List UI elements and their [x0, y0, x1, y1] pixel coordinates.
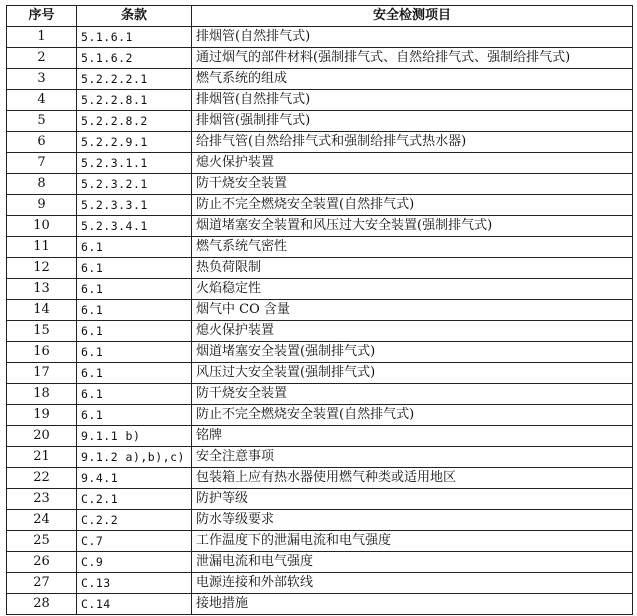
row-test-item: 防干烧安全装置 [192, 174, 633, 195]
row-clause: 5.2.2.9.1 [77, 132, 192, 153]
row-number: 9 [7, 195, 77, 216]
row-clause: 6.1 [77, 363, 192, 384]
row-clause: 5.2.3.4.1 [77, 216, 192, 237]
table-row [7, 468, 633, 489]
row-number: 7 [7, 153, 77, 174]
row-clause: 5.1.6.2 [77, 48, 192, 69]
row-number: 10 [7, 216, 77, 237]
table-row [7, 300, 633, 321]
row-clause: 5.2.3.1.1 [77, 153, 192, 174]
table-row [7, 174, 633, 195]
row-test-item: 防干烧安全装置 [192, 384, 633, 405]
row-number: 1 [7, 27, 77, 48]
row-clause: 6.1 [77, 342, 192, 363]
row-clause: 5.2.2.2.1 [77, 69, 192, 90]
row-test-item: 燃气系统气密性 [192, 237, 633, 258]
row-test-item: 排烟管(自然排气式) [192, 27, 633, 48]
row-clause: C.2.1 [77, 489, 192, 510]
table-row [7, 195, 633, 216]
row-test-item: 泄漏电流和电气强度 [192, 552, 633, 573]
row-test-item: 烟道堵塞安全装置(强制排气式) [192, 342, 633, 363]
table-row [7, 90, 633, 111]
row-test-item: 工作温度下的泄漏电流和电气强度 [192, 531, 633, 552]
row-clause: 5.2.2.8.2 [77, 111, 192, 132]
row-clause: C.13 [77, 573, 192, 594]
table-row [7, 426, 633, 447]
row-clause: C.9 [77, 552, 192, 573]
row-test-item: 热负荷限制 [192, 258, 633, 279]
table-row [7, 153, 633, 174]
row-test-item: 烟道堵塞安全装置和风压过大安全装置(强制排气式) [192, 216, 633, 237]
row-test-item: 铭牌 [192, 426, 633, 447]
table-row [7, 111, 633, 132]
row-number: 14 [7, 300, 77, 321]
row-clause: 5.2.3.3.1 [77, 195, 192, 216]
row-clause: 9.4.1 [77, 468, 192, 489]
row-test-item: 燃气系统的组成 [192, 69, 633, 90]
row-number: 22 [7, 468, 77, 489]
row-test-item: 防水等级要求 [192, 510, 633, 531]
table-row [7, 216, 633, 237]
table-row [7, 531, 633, 552]
row-number: 15 [7, 321, 77, 342]
table-row [7, 384, 633, 405]
row-number: 12 [7, 258, 77, 279]
row-number: 17 [7, 363, 77, 384]
row-number: 26 [7, 552, 77, 573]
row-number: 25 [7, 531, 77, 552]
row-test-item: 风压过大安全装置(强制排气式) [192, 363, 633, 384]
table-row [7, 321, 633, 342]
table-row [7, 594, 633, 615]
row-number: 5 [7, 111, 77, 132]
row-clause: 5.1.6.1 [77, 27, 192, 48]
row-number: 4 [7, 90, 77, 111]
table-row [7, 405, 633, 426]
table-row [7, 489, 633, 510]
row-test-item: 防止不完全燃烧安全装置(自然排气式) [192, 405, 633, 426]
safety-test-table [6, 5, 633, 615]
row-clause: C.2.2 [77, 510, 192, 531]
table-row [7, 258, 633, 279]
row-clause: 6.1 [77, 279, 192, 300]
row-number: 20 [7, 426, 77, 447]
table-row [7, 363, 633, 384]
table-row [7, 69, 633, 90]
row-clause: C.7 [77, 531, 192, 552]
table-row [7, 48, 633, 69]
safety-test-table-container [6, 5, 632, 615]
row-clause: 5.2.2.8.1 [77, 90, 192, 111]
row-test-item: 排烟管(强制排气式) [192, 111, 633, 132]
table-row [7, 279, 633, 300]
row-test-item: 熄火保护装置 [192, 321, 633, 342]
table-row [7, 552, 633, 573]
row-test-item: 给排气管(自然给排气式和强制给排气式热水器) [192, 132, 633, 153]
row-number: 28 [7, 594, 77, 615]
table-row [7, 573, 633, 594]
row-number: 27 [7, 573, 77, 594]
row-test-item: 防止不完全燃烧安全装置(自然排气式) [192, 195, 633, 216]
row-clause: 9.1.1 b) [77, 426, 192, 447]
row-test-item: 烟气中 CO 含量 [192, 300, 633, 321]
row-number: 11 [7, 237, 77, 258]
row-number: 6 [7, 132, 77, 153]
row-number: 21 [7, 447, 77, 468]
row-test-item: 火焰稳定性 [192, 279, 633, 300]
row-number: 13 [7, 279, 77, 300]
table-row [7, 27, 633, 48]
row-test-item: 接地措施 [192, 594, 633, 615]
row-number: 3 [7, 69, 77, 90]
header-clause: 条款 [77, 6, 192, 27]
row-number: 16 [7, 342, 77, 363]
row-clause: 6.1 [77, 321, 192, 342]
row-test-item: 熄火保护装置 [192, 153, 633, 174]
header-no: 序号 [7, 6, 77, 27]
row-test-item: 排烟管(自然排气式) [192, 90, 633, 111]
row-number: 19 [7, 405, 77, 426]
table-body [7, 27, 633, 615]
row-test-item: 防护等级 [192, 489, 633, 510]
row-number: 8 [7, 174, 77, 195]
row-number: 18 [7, 384, 77, 405]
row-clause: 6.1 [77, 300, 192, 321]
row-test-item: 电源连接和外部软线 [192, 573, 633, 594]
table-row [7, 447, 633, 468]
row-number: 2 [7, 48, 77, 69]
row-clause: 5.2.3.2.1 [77, 174, 192, 195]
header-row [7, 6, 633, 27]
row-clause: C.14 [77, 594, 192, 615]
row-number: 24 [7, 510, 77, 531]
row-test-item: 安全注意事项 [192, 447, 633, 468]
row-number: 23 [7, 489, 77, 510]
row-clause: 6.1 [77, 237, 192, 258]
table-row [7, 132, 633, 153]
table-row [7, 342, 633, 363]
table-row [7, 237, 633, 258]
row-test-item: 通过烟气的部件材料(强制排气式、自然给排气式、强制给排气式) [192, 48, 633, 69]
row-test-item: 包装箱上应有热水器使用燃气种类或适用地区 [192, 468, 633, 489]
header-item: 安全检测项目 [192, 6, 633, 27]
row-clause: 6.1 [77, 258, 192, 279]
row-clause: 6.1 [77, 405, 192, 426]
row-clause: 9.1.2 a),b),c) [77, 447, 192, 468]
row-clause: 6.1 [77, 384, 192, 405]
table-row [7, 510, 633, 531]
